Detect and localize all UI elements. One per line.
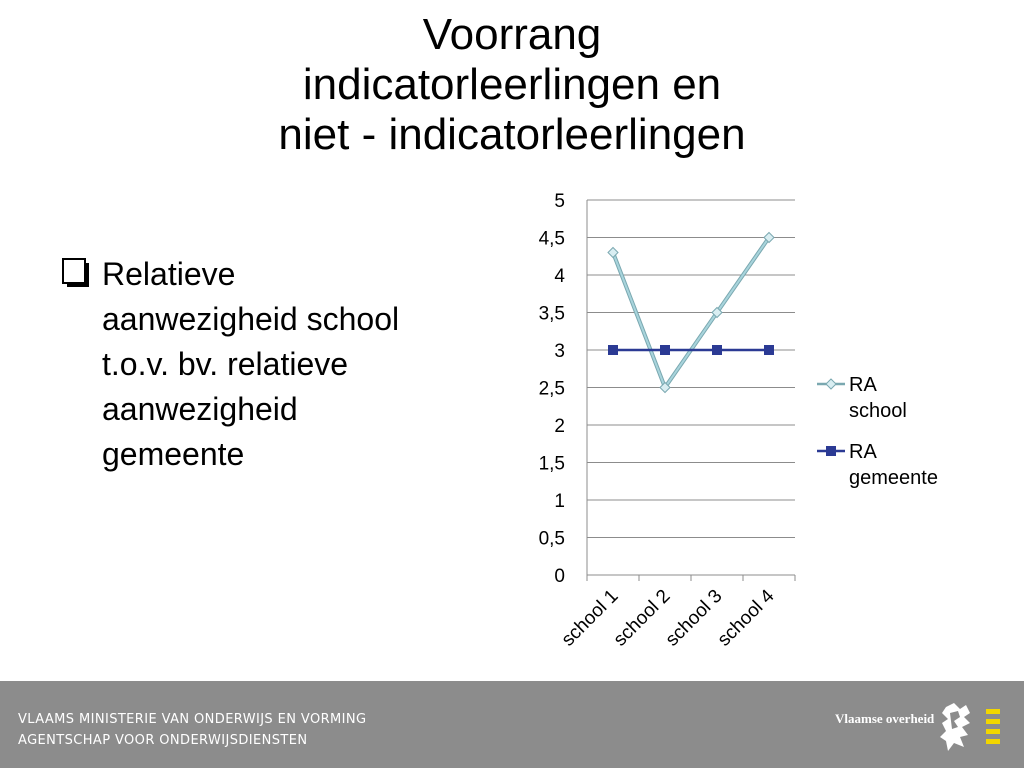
y-tick-label: 3,5	[538, 303, 565, 325]
x-tick-label: school 3	[661, 585, 727, 651]
y-tick-label: 1	[554, 491, 565, 512]
legend-label: gemeente	[849, 467, 938, 489]
y-tick-label: 4	[554, 266, 565, 287]
y-tick-label: 2,5	[538, 378, 565, 400]
data-point-marker	[660, 345, 670, 355]
ministry-line-2: AGENTSCHAP VOOR ONDERWIJSDIENSTEN	[18, 733, 308, 748]
brand-name: Vlaamse overheid	[835, 711, 935, 726]
bullet-line-2: aanwezigheid school	[102, 301, 400, 337]
data-point-marker	[608, 345, 618, 355]
data-point-marker	[608, 248, 618, 258]
y-tick-label: 4,5	[538, 228, 565, 250]
legend-marker	[826, 446, 836, 456]
data-point-marker	[712, 345, 722, 355]
footer-bar	[0, 681, 1024, 768]
bullet-line-3: t.o.v. bv. relatieve	[102, 346, 349, 382]
y-tick-label: 0	[554, 566, 565, 587]
data-point-marker	[764, 345, 774, 355]
legend-marker	[826, 379, 836, 389]
bullet-line-1: Relatieve	[102, 256, 236, 292]
legend-label: RA	[849, 441, 877, 463]
legend-label: RA	[849, 374, 877, 396]
ministry-name	[18, 709, 366, 751]
bullet-line-5: gemeente	[102, 436, 245, 472]
x-tick-label: school 2	[609, 585, 675, 651]
y-tick-label: 1,5	[538, 453, 565, 475]
x-tick-label: school 1	[557, 585, 623, 651]
title-line-3: niet - indicatorleerlingen	[278, 110, 746, 159]
y-tick-label: 5	[554, 191, 565, 212]
y-tick-label: 0,5	[538, 528, 565, 550]
y-tick-label: 3	[554, 341, 565, 362]
bullet-line-4: aanwezigheid	[102, 391, 298, 427]
y-tick-label: 2	[554, 416, 565, 437]
flemish-lion-logo-icon	[936, 699, 1008, 755]
x-tick-label: school 4	[713, 585, 779, 651]
legend-label: school	[849, 400, 907, 422]
title-line-1: Voorrang	[422, 10, 602, 59]
ministry-line-1: VLAAMS MINISTERIE VAN ONDERWIJS EN VORMING	[18, 712, 367, 727]
title-line-2: indicatorleerlingen en	[302, 60, 722, 109]
